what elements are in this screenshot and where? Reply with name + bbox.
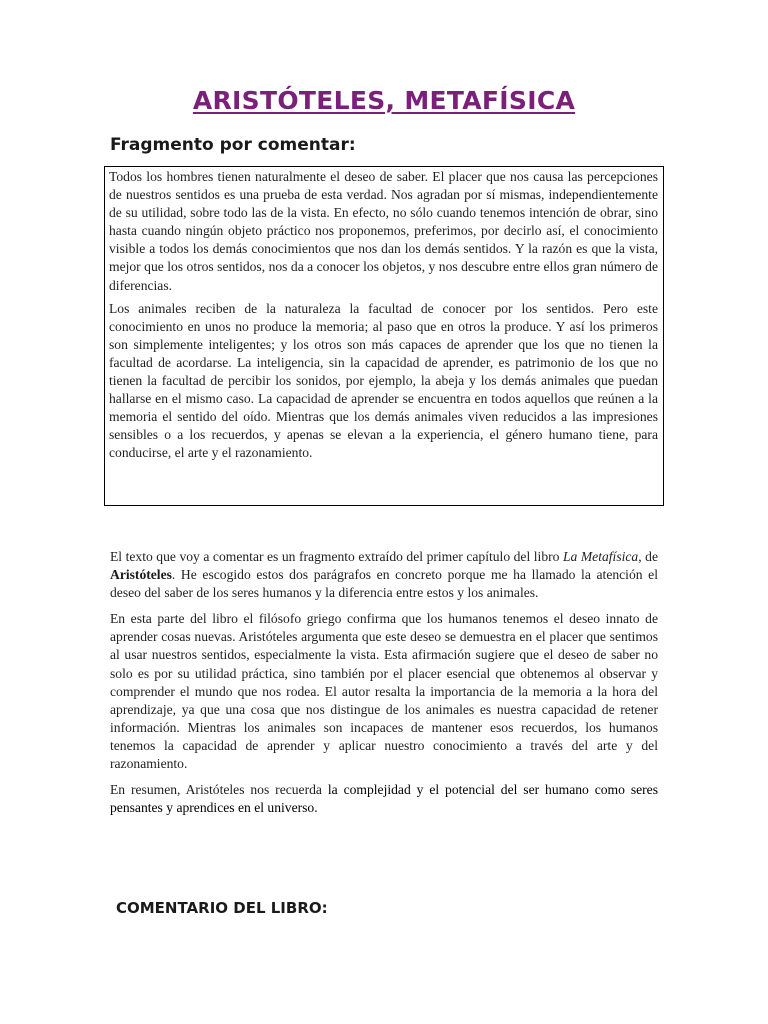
commentary-paragraph-2: En esta parte del libro el filósofo griego confirma que los humanos tenemos el deseo innato de aprender cosas nuevas. Aristóteles argumenta que este deseo se demuestra en el placer que sentimos al usar nuestros sentidos, especialmente la vista. Esta afirmación sugiere que el deseo de saber no solo es por su utilidad práctica, sino también por el placer esencial que obtenemos al observar y comprender el mundo que nos rodea. El autor resalta la importancia de la memoria a la hora del aprendizaje, ya que una cosa que nos distingue de los animales es nuestra capacidad de retener información. Mientras los animales son incapaces de mantener esos recuerdos, los humanos tenemos la capacidad de aprender y aplicar nuestro conocimiento a través del arte y del razonamiento. bbox=[110, 611, 658, 772]
commentary-paragraph-1 bbox=[110, 548, 658, 602]
fragment-paragraph-2: Los animales reciben de la naturaleza la facultad de conocer por los sentidos. Pero este conocimiento en unos no produce la memoria; al paso que en otros la produce. Y así los primeros son simplemente inteligentes; y los otros son más capaces de aprender que los que no tienen la facultad de acordarse. La inteligencia, sin la capacidad de aprender, es patrimonio de los que no tienen la facultad de percibir los sonidos, por ejemplo, la abeja y los demás animales que puedan hallarse en el mismo caso. La capacidad de aprender se encuentra en todos aquellos que reúnen a la memoria el sentido del oído. Mientras que los demás animales viven reducidos a las impresiones sensibles o a los recuerdos, y apenas se elevan a la experiencia, el género humano tiene, para conducirse, el arte y el razonamiento. bbox=[109, 300, 658, 461]
comment-heading: COMENTARIO DEL LIBRO: bbox=[116, 899, 328, 917]
commentary-text: El texto que voy a comentar es un fragmento extraído del primer capítulo del libro bbox=[110, 549, 563, 564]
commentary-text: En resumen, Aristóteles nos recuerda bbox=[110, 782, 328, 798]
commentary-paragraph-3 bbox=[110, 781, 658, 817]
commentary-section bbox=[110, 548, 658, 825]
fragment-heading: Fragmento por comentar: bbox=[110, 135, 356, 155]
commentary-text: . He escogido estos dos parágrafos en concreto porque me ha llamado la atención el deseo del saber de los seres humanos y la diferencia entre estos y los animales. bbox=[110, 567, 658, 601]
page-title: ARISTÓTELES, METAFÍSICA bbox=[192, 86, 576, 115]
fragment-paragraph-1: Todos los hombres tienen naturalmente el deseo de saber. El placer que nos causa las percepciones de nuestros sentidos es una prueba de esta verdad. Nos agradan por sí mismas, independientemente de su utilidad, sobre todo las de la vista. En efecto, no sólo cuando tenemos intención de obrar, sino hasta cuando ningún objeto práctico nos proponemos, preferimos, por decirlo así, el conocimiento visible a todos los demás conocimientos que nos dan los demás sentidos. Y la razón es que la vista, mejor que los otros sentidos, nos da a conocer los objetos, y nos descubre entre ellos gran número de diferencias. bbox=[109, 169, 658, 293]
commentary-conclusion: la complejidad y el potencial del ser humano como seres pensantes y aprendices en el universo. bbox=[110, 782, 658, 816]
book-title: La Metafísica bbox=[562, 549, 639, 564]
author-name: Aristóteles bbox=[110, 567, 172, 583]
commentary-text: , de bbox=[638, 549, 658, 564]
fragment-quote-box bbox=[104, 166, 664, 506]
